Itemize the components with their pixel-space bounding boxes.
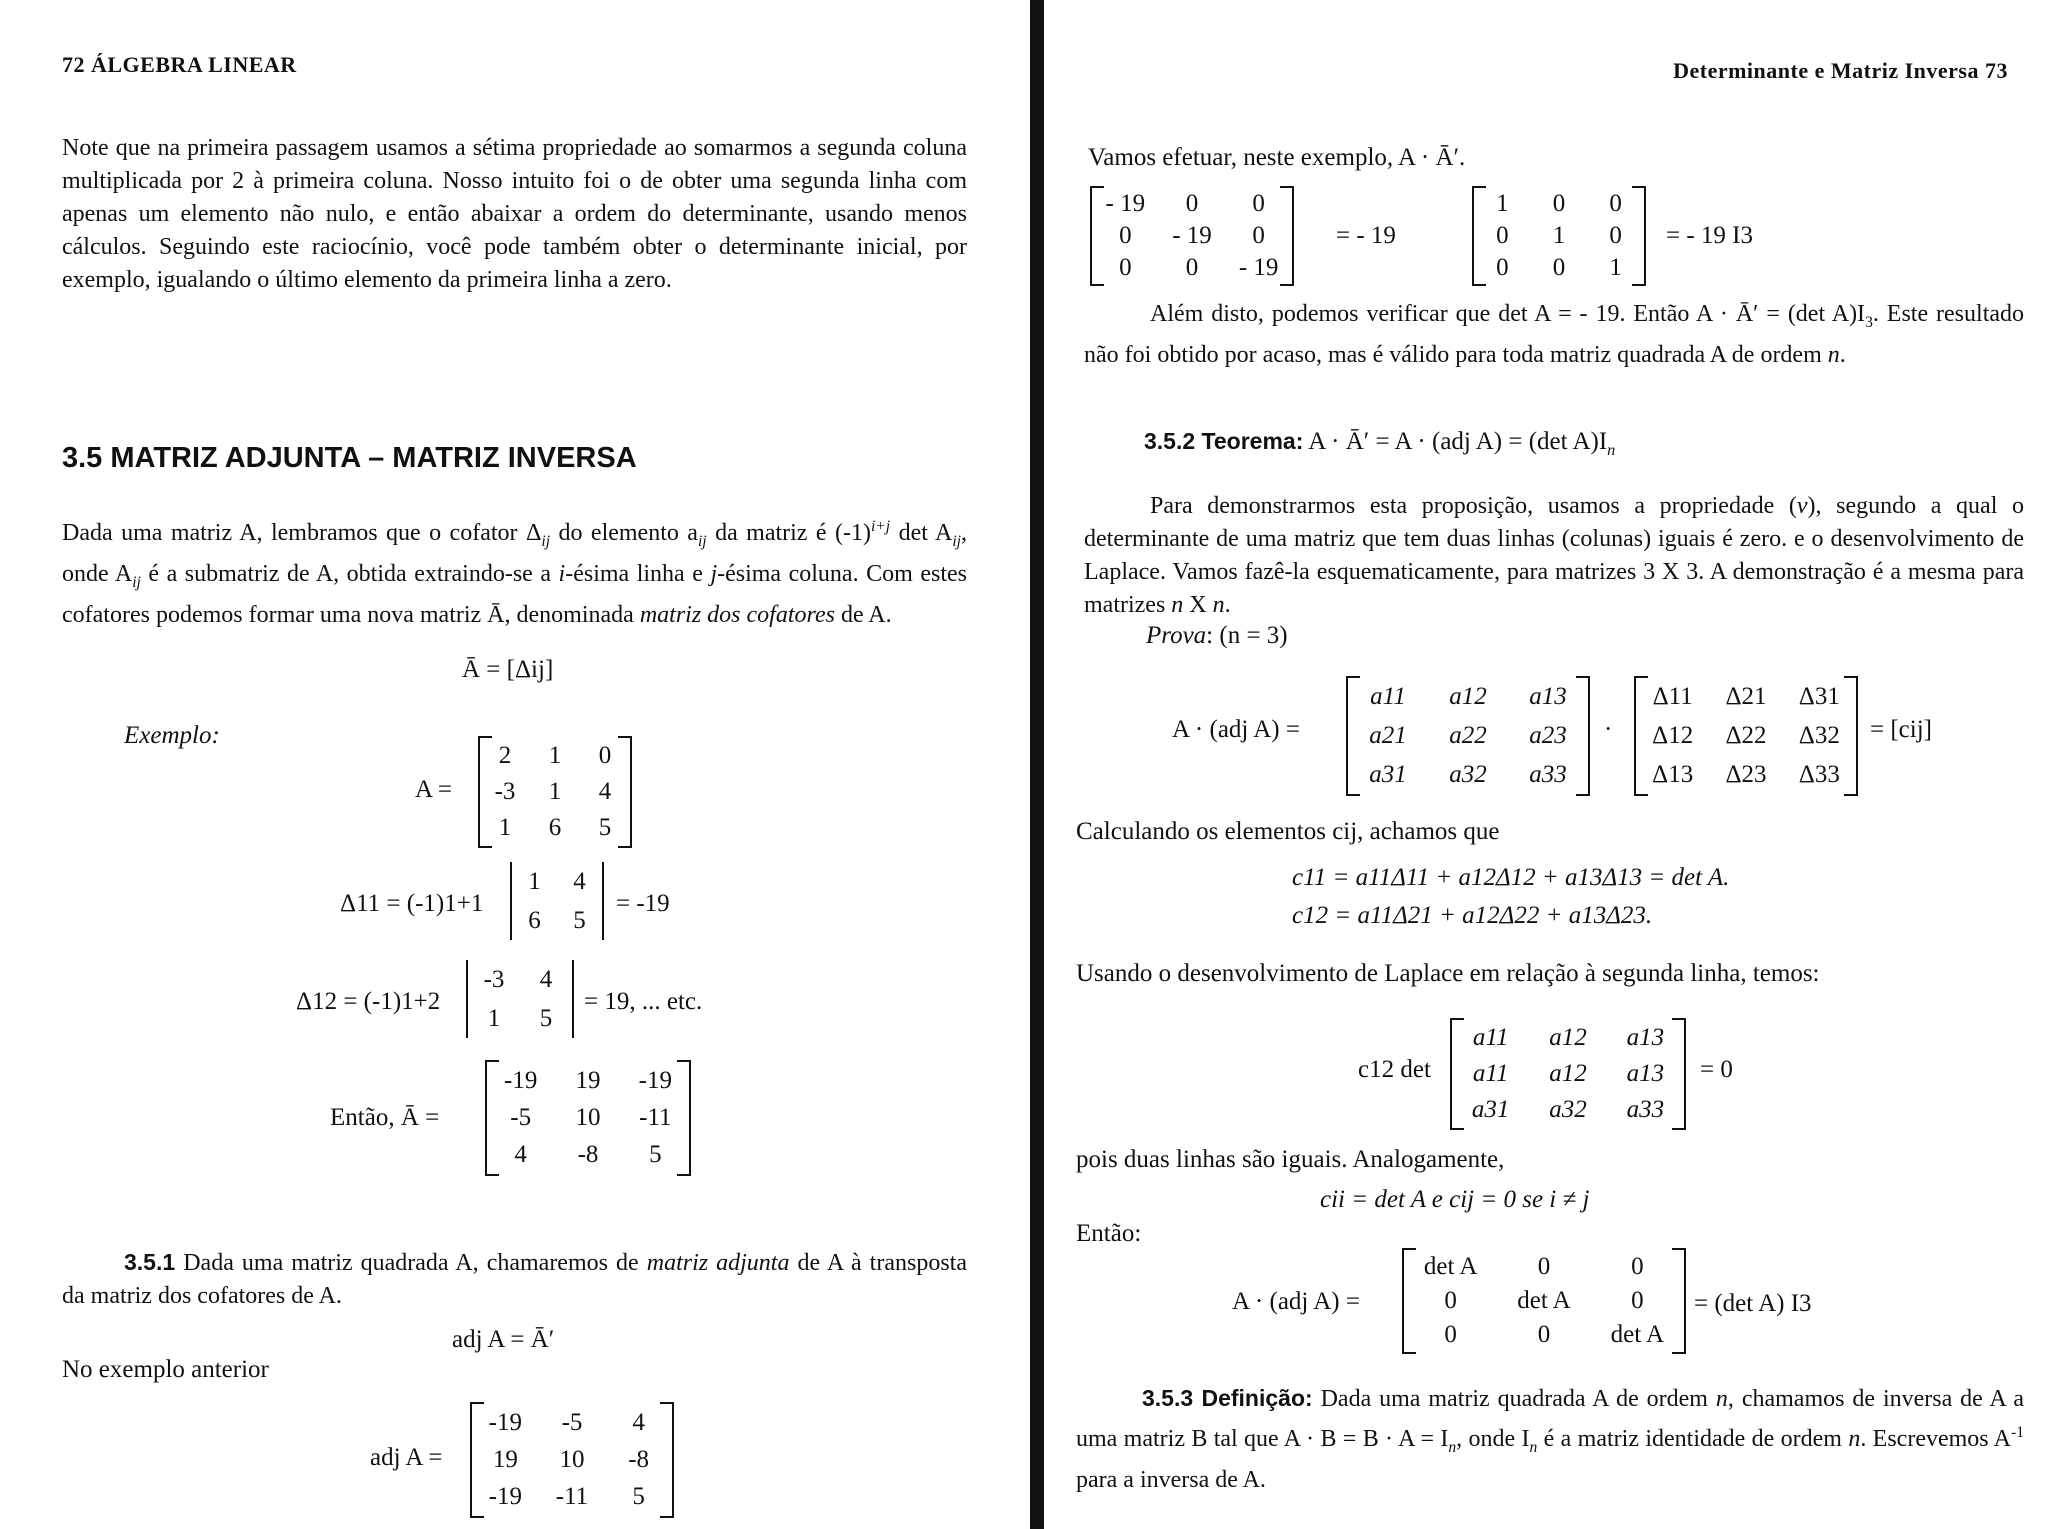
cofactor-matrix-label: Então, Ā = xyxy=(330,1104,440,1131)
example-label: Exemplo: xyxy=(124,722,220,749)
previous-example-text: No exemplo anterior xyxy=(62,1356,269,1383)
matrix-cell: 5 xyxy=(649,1141,662,1169)
right-page xyxy=(1044,0,2048,1529)
matrix-cell: 0 xyxy=(1552,190,1566,217)
multiplication-dot: · xyxy=(1604,716,1613,743)
matrix-a-elements xyxy=(1346,678,1590,794)
since-text: pois duas linhas são iguais. Analogamente, xyxy=(1076,1146,1505,1173)
right-page-header: Determinante e Matriz Inversa 73 xyxy=(1673,58,2008,83)
matrix-cell: 0 xyxy=(1537,1321,1551,1348)
matrix-cell: 5 xyxy=(598,814,612,841)
matrix-cell: 1 xyxy=(1552,222,1566,249)
adjoint-label: adj A = xyxy=(370,1444,443,1471)
matrix-cell: a22 xyxy=(1449,721,1487,749)
matrix-cell: 0 xyxy=(1119,222,1132,249)
matrix-cell: 1 xyxy=(548,742,562,769)
equals-zero: = 0 xyxy=(1700,1056,1733,1083)
matrix-cell: 1 xyxy=(487,1004,501,1032)
c12-equation: c12 = a11Δ21 + a12Δ22 + a13Δ23. xyxy=(1292,902,1653,929)
adjoint-definition: adj A = Ā′ xyxy=(452,1326,555,1353)
matrix-cell: 1 xyxy=(1496,190,1509,217)
matrix-cell: 4 xyxy=(598,778,612,805)
matrix-cell: a33 xyxy=(1626,1096,1665,1123)
matrix-cell: det A xyxy=(1610,1321,1665,1348)
definition-3-5-3: 3.5.3 Definição: Dada uma matriz quadrada A de ordem n, chamamos de inversa de A a uma matriz B tal que $A \cdot B = B \cdot A = I_n$, onde $I_n$ é a matriz identidade de ordem n. Escrevemos $A^{-1}$ para a inversa de A. xyxy=(1076,1385,2025,1493)
cii-equation: cii = det A e cij = 0 se i ≠ j xyxy=(1320,1186,1590,1213)
matrix-cell: Δ21 xyxy=(1725,683,1767,711)
matrix-cell: 0 xyxy=(1631,1253,1644,1280)
matrix-cell: 0 xyxy=(1631,1287,1644,1314)
left-page-header: 72 ÁLGEBRA LINEAR xyxy=(62,52,297,77)
cofactor-11-determinant xyxy=(510,862,604,940)
equals-minus-19-identity: = - 19 I3 xyxy=(1666,222,1753,249)
cofactor-matrix xyxy=(485,1062,691,1174)
matrix-cell: -8 xyxy=(628,1445,650,1473)
matrix-cell: a23 xyxy=(1529,721,1567,749)
c11-equation: c11 = a11Δ11 + a12Δ12 + a13Δ13 = det A. xyxy=(1292,864,1730,891)
matrix-cell: a33 xyxy=(1529,760,1567,788)
matrix-cell: 0 xyxy=(1609,222,1622,249)
matrix-cell: a13 xyxy=(1626,1024,1665,1051)
matrix-cell: -5 xyxy=(510,1103,532,1131)
matrix-cell: 0 xyxy=(1119,254,1132,281)
matrix-cell: a31 xyxy=(1369,760,1407,788)
matrix-cell: -19 xyxy=(638,1066,672,1094)
matrix-cell: 1 xyxy=(1609,254,1622,281)
matrix-cell: 5 xyxy=(632,1483,645,1511)
matrix-cell: a11 xyxy=(1472,1060,1509,1087)
matrix-cell: Δ11 xyxy=(1652,683,1693,711)
cofactor-12-label: Δ12 = (-1)1+2 xyxy=(296,988,441,1015)
proof-label: Prova: (n = 3) xyxy=(1146,622,1288,649)
matrix-cell: - 19 xyxy=(1105,190,1146,217)
matrix-cell: Δ33 xyxy=(1798,760,1840,788)
let-compute-text: Vamos efetuar, neste exemplo, A · Ā′. xyxy=(1088,144,1466,171)
matrix-cell: -11 xyxy=(555,1483,589,1511)
then-text: Então: xyxy=(1076,1220,1142,1247)
matrix-cell: 0 xyxy=(1185,190,1199,217)
matrix-cell: 0 xyxy=(1444,1287,1457,1314)
final-diagonal-matrix xyxy=(1402,1250,1686,1352)
matrix-cell: a31 xyxy=(1471,1096,1510,1123)
calculating-text: Calculando os elementos cij, achamos que xyxy=(1076,818,1500,845)
matrix-cell: 10 xyxy=(575,1103,601,1131)
matrix-cell: det A xyxy=(1517,1287,1571,1314)
matrix-cell: 4 xyxy=(514,1141,527,1169)
matrix-cell: 0 xyxy=(1496,254,1509,281)
cofactor-11-result: = -19 xyxy=(616,890,670,917)
matrix-cell: Δ23 xyxy=(1725,760,1767,788)
matrix-cell: 6 xyxy=(528,906,541,934)
identity-matrix xyxy=(1472,188,1646,284)
matrix-cell: a12 xyxy=(1549,1060,1587,1087)
matrix-cell: -19 xyxy=(504,1066,538,1094)
matrix-cell: 4 xyxy=(632,1408,645,1436)
cofactor-12-determinant xyxy=(466,960,574,1038)
product-adjoint-label: A · (adj A) = xyxy=(1172,716,1300,743)
matrix-cell: 19 xyxy=(492,1445,518,1473)
matrix-cell: 2 xyxy=(498,742,512,769)
besides-paragraph: Além disto, podemos verificar que det A = - 19. Então A · Ā′ = (det $A)I_3$. Este resultado não foi obtido por acaso, mas é válido para toda matriz quadrada A de ordem n. xyxy=(1084,301,2025,368)
matrix-cell: 0 xyxy=(1252,190,1265,217)
matrix-cell: 4 xyxy=(539,965,553,993)
intro-paragraph: Note que na primeira passagem usamos a sétima propriedade ao somarmos a segunda coluna multiplicada por 2 à primeira coluna. Nosso intuito foi o de obter uma segunda linha com apenas um elemento não nulo, e então abaixar a ordem do determinante, usando menos cálculos. Seguindo este raciocínio, você pode também obter o determinante inicial, por exemplo, igualando o último elemento da primeira linha a zero. xyxy=(62,135,967,293)
matrix-cell: 6 xyxy=(548,814,562,841)
section-paragraph: Dada uma matriz A, lembramos que o cofator $\Delta_{ij}$ do elemento $a_{ij}$ da matriz é $(-1)^{i+j}$ $\det A_{ij}$, onde $A_{ij}$ é a submatriz de A, obtida extraindo-se a i-ésima linha e j-ésima coluna. Com estes cofatores podemos formar uma nova matriz Ā, denominada matriz dos cofatores de A. xyxy=(62,518,967,628)
matrix-cell: a13 xyxy=(1626,1060,1665,1087)
matrix-cell: -5 xyxy=(561,1408,583,1436)
matrix-cell: 0 xyxy=(598,742,612,769)
final-product-label: A · (adj A) = xyxy=(1232,1288,1360,1315)
matrix-cell: a32 xyxy=(1549,1096,1587,1123)
matrix-cell: Δ12 xyxy=(1652,721,1694,749)
matrix-cell: 1 xyxy=(528,867,541,895)
cofactor-11-label: Δ11 = (-1)1+1 xyxy=(340,890,484,917)
matrix-cell: 5 xyxy=(573,906,586,934)
matrix-cell: 0 xyxy=(1444,1321,1457,1348)
matrix-cell: a21 xyxy=(1369,721,1407,749)
section-title: 3.5 MATRIZ ADJUNTA – MATRIZ INVERSA xyxy=(62,442,637,474)
matrix-cell: 5 xyxy=(539,1004,553,1032)
matrix-cell: 0 xyxy=(1252,222,1265,249)
matrix-cell: a12 xyxy=(1449,683,1487,711)
matrix-cell: 0 xyxy=(1537,1253,1551,1280)
matrix-cell: a13 xyxy=(1529,683,1567,711)
product-matrix xyxy=(1090,188,1294,284)
matrix-cell: -19 xyxy=(488,1408,522,1436)
matrix-cell: det A xyxy=(1423,1253,1478,1280)
matrix-a-label: A = xyxy=(415,776,453,803)
matrix-cell: - 19 xyxy=(1238,254,1279,281)
matrix-cell: 0 xyxy=(1496,222,1509,249)
c12-det-label: c12 det xyxy=(1358,1056,1431,1083)
matrix-cell: 0 xyxy=(1185,254,1199,281)
book-spine xyxy=(1030,0,1044,1529)
final-result: = (det A) I3 xyxy=(1694,1290,1812,1317)
adjoint-matrix xyxy=(470,1404,674,1516)
matrix-cell: Δ22 xyxy=(1725,721,1767,749)
matrix-cell: 1 xyxy=(548,778,562,805)
matrix-cell: 0 xyxy=(1609,190,1622,217)
equals-minus-19: = - 19 xyxy=(1336,222,1396,249)
matrix-cell: - 19 xyxy=(1172,222,1212,249)
matrix-cell: a12 xyxy=(1549,1024,1587,1051)
matrix-cell: 19 xyxy=(575,1066,601,1094)
demonstration-paragraph: Para demonstrarmos esta proposição, usamos a propriedade (v), segundo a qual o determinante de uma matriz que tem duas linhas (colunas) iguais é zero. e o desenvolvimento de Laplace. Vamos fazê-la esquematicamente, para matrizes 3 X 3. A demonstração é a mesma para matrizes n X n. xyxy=(1084,493,2024,618)
matrix-cell: Δ31 xyxy=(1798,683,1840,711)
matrix-cofactors-transposed xyxy=(1634,678,1858,794)
matrix-cell: Δ32 xyxy=(1798,721,1840,749)
matrix-cell: -8 xyxy=(577,1141,599,1169)
matrix-cell: -11 xyxy=(639,1103,672,1131)
matrix-a xyxy=(478,738,632,846)
matrix-cell: -3 xyxy=(483,965,505,993)
matrix-cell: 0 xyxy=(1552,254,1566,281)
cofactor-matrix-definition: Ā = [Δij] xyxy=(462,656,554,683)
definition-3-5-1: 3.5.1 Dada uma matriz quadrada A, chamaremos de matriz adjunta de A à transposta da matriz dos cofatores de A. xyxy=(62,1249,967,1309)
matrix-cell: 4 xyxy=(573,867,586,895)
equals-cij: = [cij] xyxy=(1870,716,1932,743)
matrix-cell: -19 xyxy=(488,1483,522,1511)
matrix-cell: -3 xyxy=(494,778,516,805)
matrix-cell: a32 xyxy=(1449,760,1487,788)
theorem-3-5-2: 3.5.2 Teorema: A · Ā′ = A · (adj A) = (det $A)I_n$ xyxy=(1144,428,1616,459)
matrix-cell: a11 xyxy=(1370,683,1406,711)
cofactor-12-result: = 19, ... etc. xyxy=(584,988,703,1015)
matrix-cell: Δ13 xyxy=(1652,760,1694,788)
matrix-cell: 10 xyxy=(559,1445,585,1473)
c12-det-matrix xyxy=(1450,1020,1686,1128)
matrix-cell: 1 xyxy=(498,814,512,841)
matrix-cell: a11 xyxy=(1472,1024,1509,1051)
laplace-text: Usando o desenvolvimento de Laplace em relação à segunda linha, temos: xyxy=(1076,960,1820,987)
